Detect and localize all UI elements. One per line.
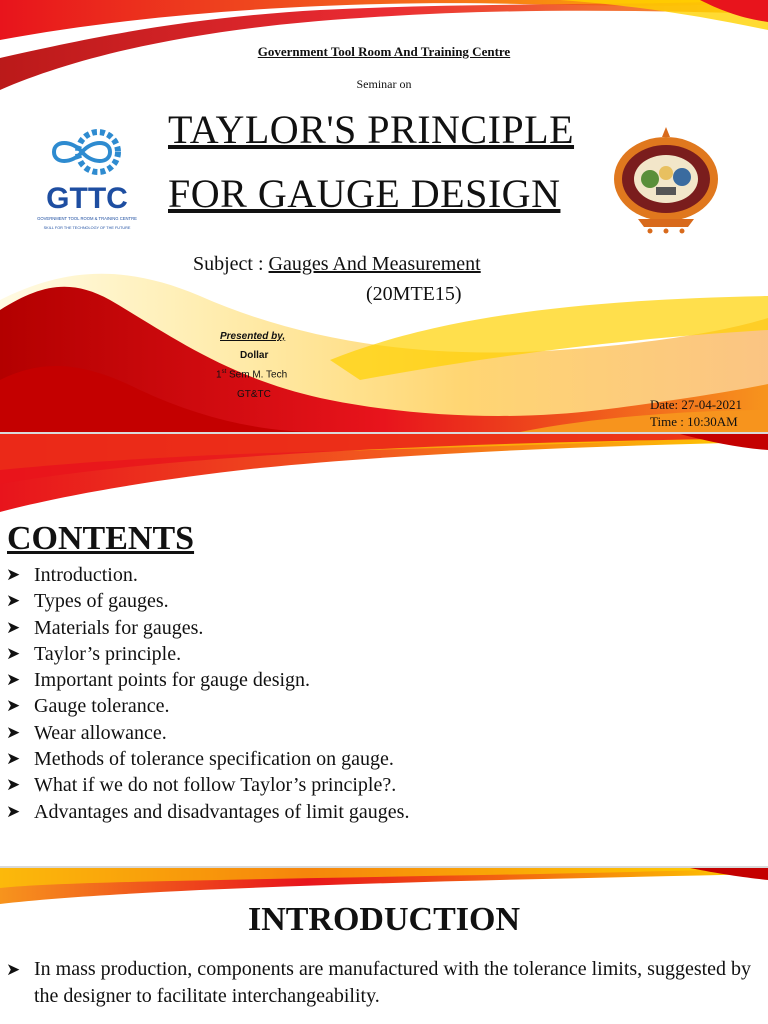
list-item-text: Materials for gauges. [34, 616, 204, 639]
semester-number: 1 [216, 369, 222, 381]
list-item [6, 720, 409, 746]
list-item [6, 746, 409, 772]
list-item-text: Wear allowance. [34, 721, 167, 744]
list-item-text: Important points for gauge design. [34, 669, 311, 692]
semester-suffix: st [221, 369, 227, 375]
presenter-name: Dollar [240, 350, 269, 361]
list-item [6, 693, 409, 719]
presentation-title-line1: TAYLOR'S PRINCIPLE [168, 107, 575, 152]
list-item-text: Introduction. [34, 564, 138, 586]
contents-heading: CONTENTS [7, 520, 195, 557]
semester-text: Sem M. Tech [226, 369, 288, 381]
seal-emblem-icon [610, 125, 722, 235]
list-item [6, 772, 409, 798]
gttc-gear-infinity-icon [37, 126, 137, 234]
arrow-bullet-icon: ➤ [6, 960, 21, 979]
decorative-wave-header [0, 434, 768, 514]
list-item [6, 667, 409, 693]
presentation-date: Date: 27-04-2021 [650, 397, 743, 412]
gttc-logo-text: GTTC [46, 182, 128, 215]
arrow-bullet-icon: ➤ [6, 565, 21, 584]
list-item-text: Methods of tolerance specification on gauge. [34, 748, 394, 771]
organization-name: Government Tool Room And Training Centre [257, 44, 511, 59]
contents-slide [0, 434, 768, 866]
list-item-text: Taylor’s principle. [34, 642, 182, 665]
university-seal-logo [610, 125, 722, 235]
subject-line [193, 253, 481, 276]
subject-value: Gauges And Measurement [268, 253, 481, 275]
introduction-heading: INTRODUCTION [247, 901, 521, 938]
seminar-label: Seminar on [356, 77, 412, 91]
list-item [6, 799, 409, 825]
arrow-bullet-icon: ➤ [6, 749, 21, 769]
arrow-bullet-icon: ➤ [6, 617, 21, 637]
introduction-paragraph [6, 956, 762, 1010]
introduction-slide [0, 868, 768, 1024]
list-item [6, 562, 409, 588]
presented-by-label: Presented by, [220, 331, 286, 342]
subject-label: Subject : [193, 253, 269, 275]
arrow-bullet-icon: ➤ [6, 696, 21, 716]
arrow-bullet-icon: ➤ [6, 670, 21, 690]
presentation-time: Time : 10:30AM [650, 414, 738, 429]
presenter-semester [216, 369, 287, 380]
arrow-bullet-icon: ➤ [6, 801, 21, 821]
arrow-bullet-icon: ➤ [6, 722, 21, 742]
contents-list [6, 562, 409, 825]
gttc-logo-caption1: GOVERNMENT TOOL ROOM & TRAINING CENTRE [37, 216, 137, 221]
list-item [6, 641, 409, 667]
subject-code: (20MTE15) [366, 283, 462, 305]
list-item [6, 615, 409, 641]
gttc-logo-caption2: SKILL FOR THE TECHNOLOGY OF THE FUTURE [43, 226, 131, 230]
presentation-title-line2: FOR GAUGE DESIGN [168, 171, 561, 216]
presenter-organization: GT&TC [237, 389, 271, 400]
date-time-block [650, 396, 742, 430]
list-item [6, 588, 409, 614]
arrow-bullet-icon: ➤ [6, 775, 21, 795]
list-item-text: Gauge tolerance. [34, 695, 170, 718]
list-item-text: Types of gauges. [34, 590, 169, 613]
list-item-text: Advantages and disadvantages of limit gauges. [34, 800, 410, 823]
arrow-bullet-icon: ➤ [6, 643, 21, 663]
introduction-text: In mass production, components are manufactured with the tolerance limits, suggested by the designer to facilitate interchangeability. [34, 958, 752, 1007]
gttc-logo [37, 126, 137, 234]
title-slide [0, 0, 768, 432]
list-item-text: What if we do not follow Taylor’s principle?. [34, 774, 397, 797]
arrow-bullet-icon: ➤ [6, 591, 21, 611]
